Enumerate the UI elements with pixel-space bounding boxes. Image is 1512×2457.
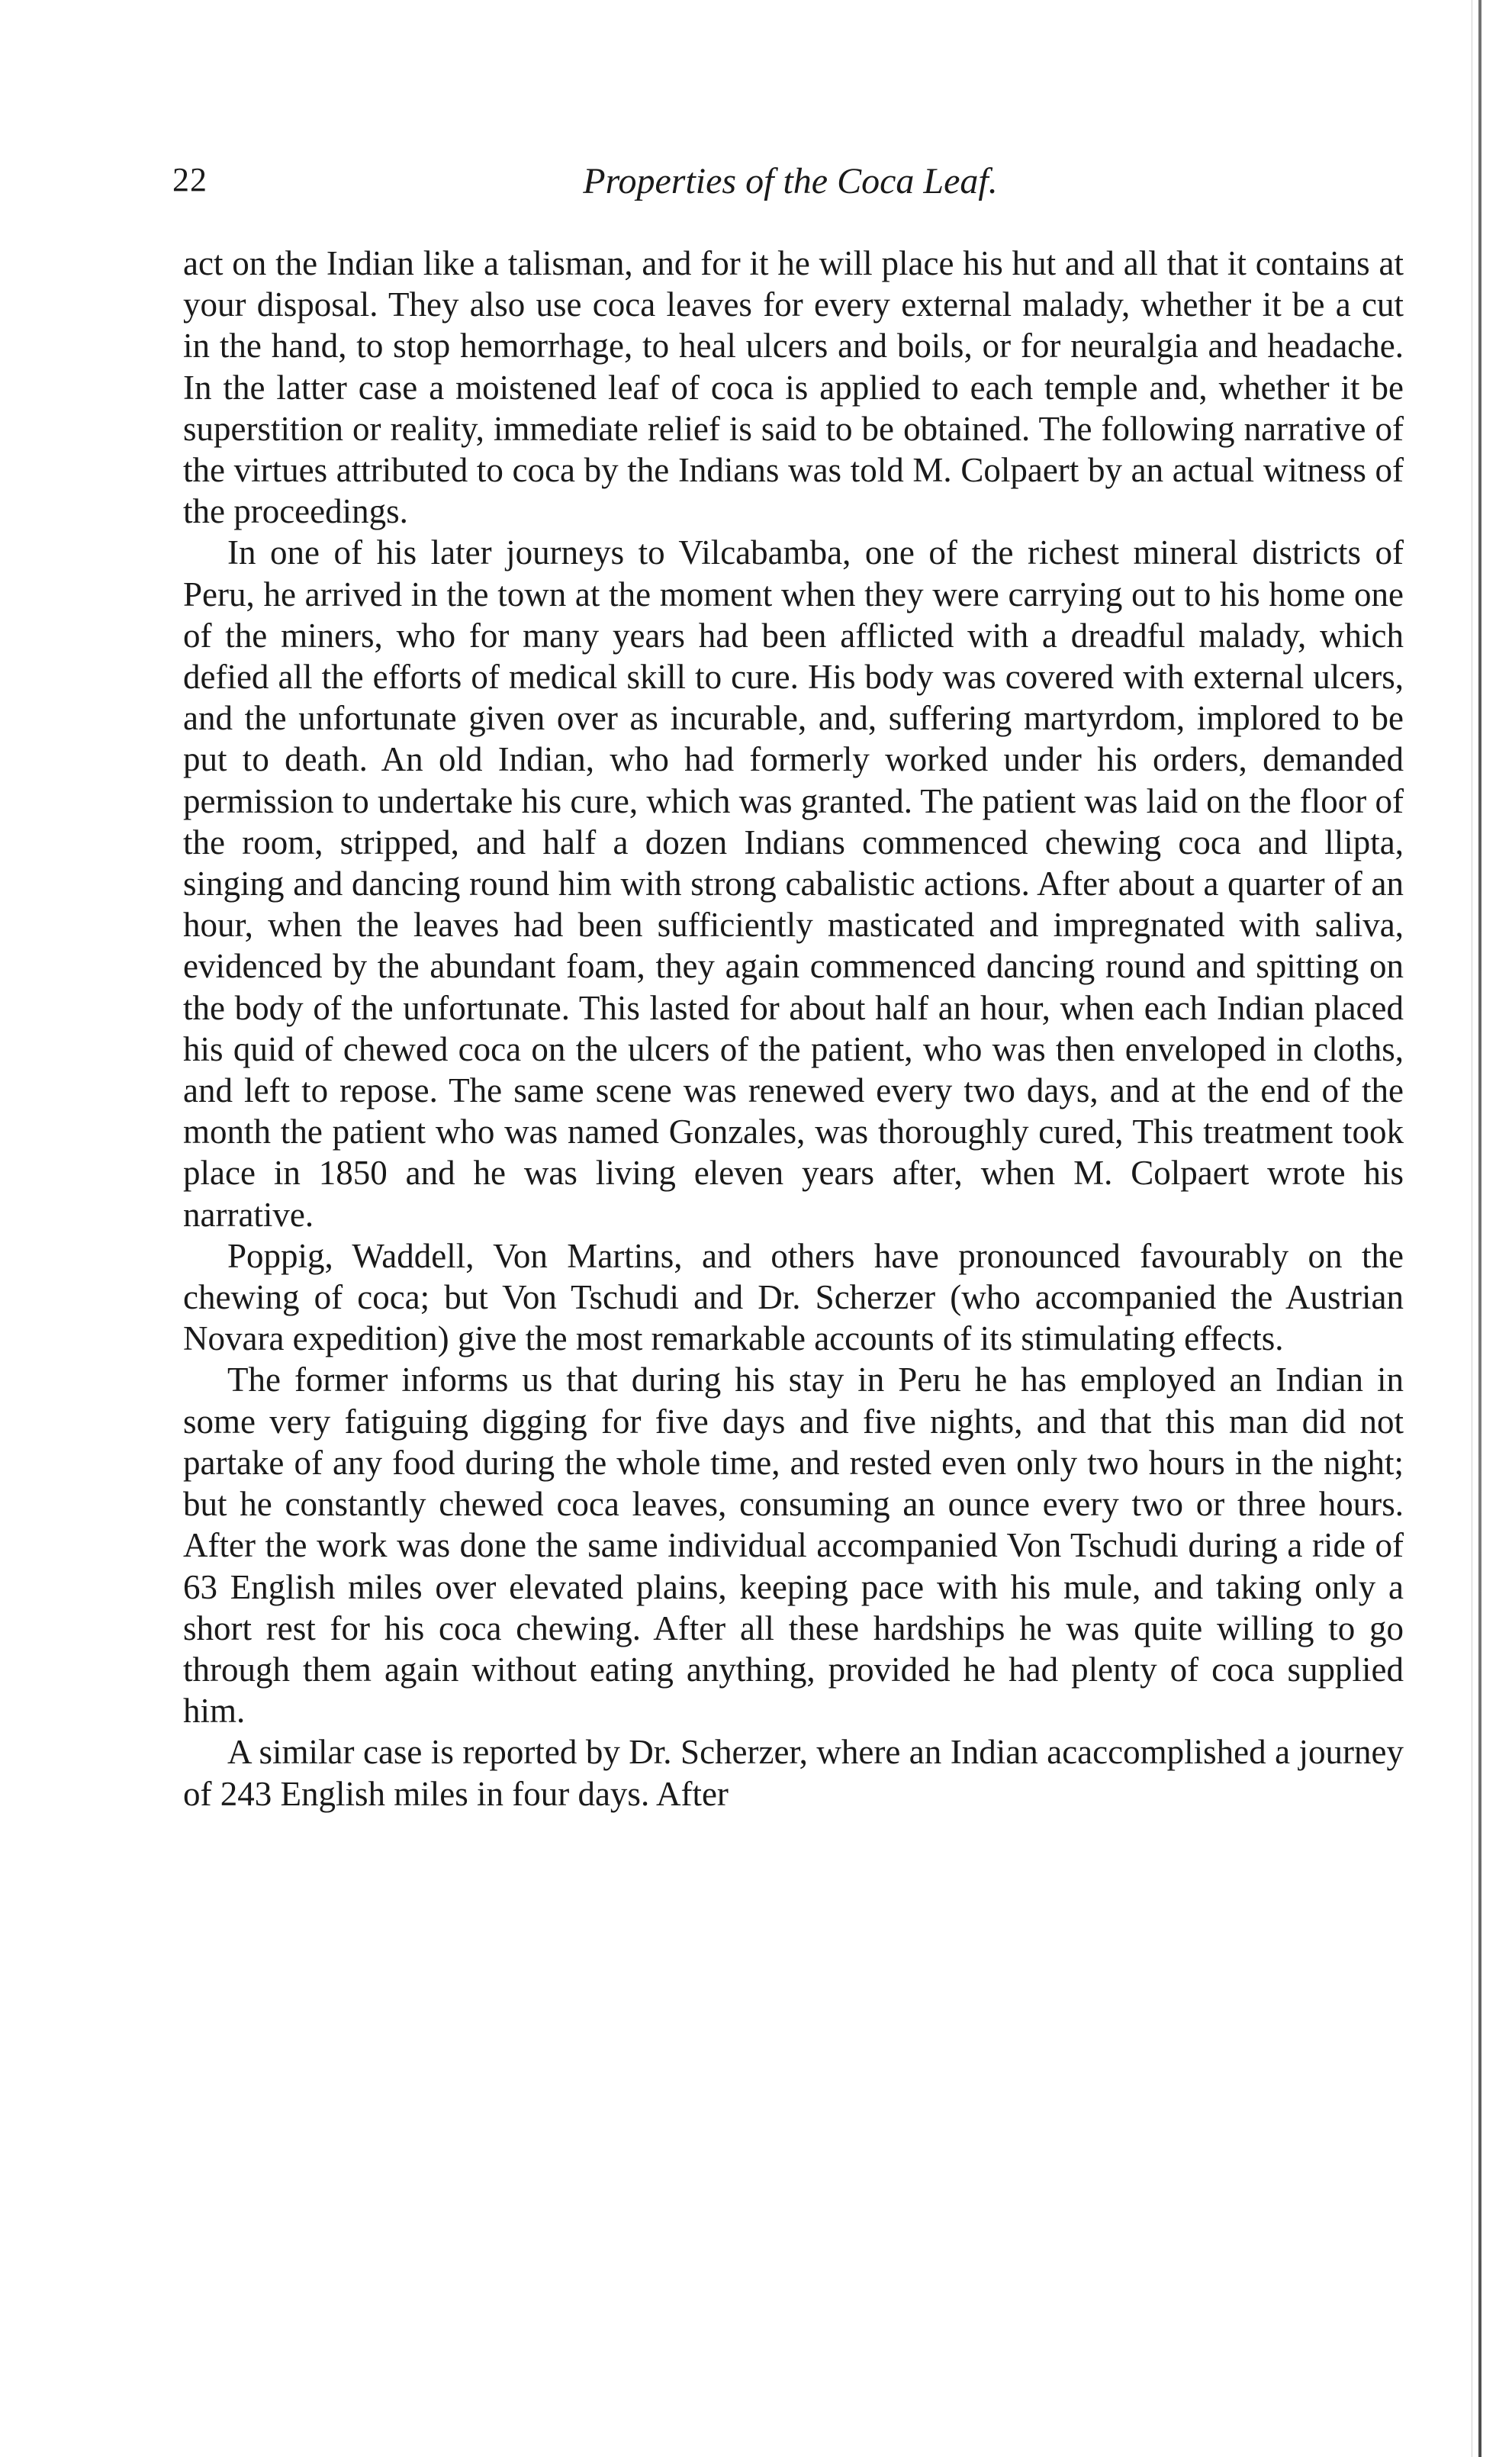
paragraph-continuation: act on the Indian like a talisman, and for it he will place his hut and all that it contains at your disposal. They also use coca leaves for every external malady, whether it be a cut in the hand, to stop hemorrhage, to heal ulcers and boils, or for neuralgia and headache. In the latter case a moistened leaf of coca is applied to each temple and, whether it be superstition or reality, immediate relief is said to be obtained. The following narrative of the virtues attributed to coca by the Indians was told M. Colpaert by an actual witness of the proceedings.: [183, 244, 1404, 531]
page-edge-line: [1478, 0, 1481, 2457]
page-number: 22: [172, 161, 207, 198]
paragraph-vilcabamba: In one of his later journeys to Vilcabamba, one of the richest mineral districts of Peru, he arrived in the town at the moment when they were carrying out to his home one of the miners, who for many years had been afflicted with a dreadful malady, which defied all the efforts of medical skill to cure. His body was covered with external ulcers, and the unfortunate given over as incurable, and, suffering martyrdom, implored to be put to death. An old Indian, who had formerly worked under his orders, demanded permission to undertake his cure, which was granted. The patient was laid on the floor of the room, stripped, and half a dozen Indians commenced chewing coca and llipta, singing and dancing round him with strong cabalistic actions. After about a quarter of an hour, when the leaves had been sufficiently masticated and impregnated with saliva, evidenced by the abundant foam, they again commenced dancing round and spitting on the body of the unfortunate. This lasted for about half an hour, when each Indian placed his quid of chewed coca on the ulcers of the patient, who was then enveloped in cloths, and left to repose. The same scene was renewed every two days, and at the end of the month the patient who was named Gonzales, was thoroughly cured, This treatment took place in 1850 and he was living eleven years after, when M. Colpaert wrote his narrative.: [183, 533, 1404, 1234]
running-title: Properties of the Coca Leaf.: [583, 161, 998, 201]
body-text: [183, 243, 1404, 1815]
paragraph-poppig: Poppig, Waddell, Von Martins, and others have pronounced favourably on the chewing of coca; but Von Tschudi and Dr. Scherzer (who accompanied the Austrian Novara expedition) give the most remarkable accounts of its stimulating effects.: [183, 1236, 1404, 1358]
paragraph-similar-case: A similar case is reported by Dr. Scherzer, where an Indian acaccomplished a journey of 243 English miles in four days. After: [183, 1733, 1404, 1813]
page-header: [172, 160, 1408, 214]
paragraph-former-informs: The former informs us that during his stay in Peru he has employed an Indian in some very fatiguing digging for five days and five nights, and that this man did not partake of any food during the whole time, and rested even only two hours in the night; but he constantly chewed coca leaves, consuming an ounce every two or three hours. After the work was done the same individual accompanied Von Tschudi during a ride of 63 English miles over elevated plains, keeping pace with his mule, and taking only a short rest for his coca chewing. After all these hardships he was quite willing to go through them again without eating anything, provided he had plenty of coca supplied him.: [183, 1361, 1404, 1731]
